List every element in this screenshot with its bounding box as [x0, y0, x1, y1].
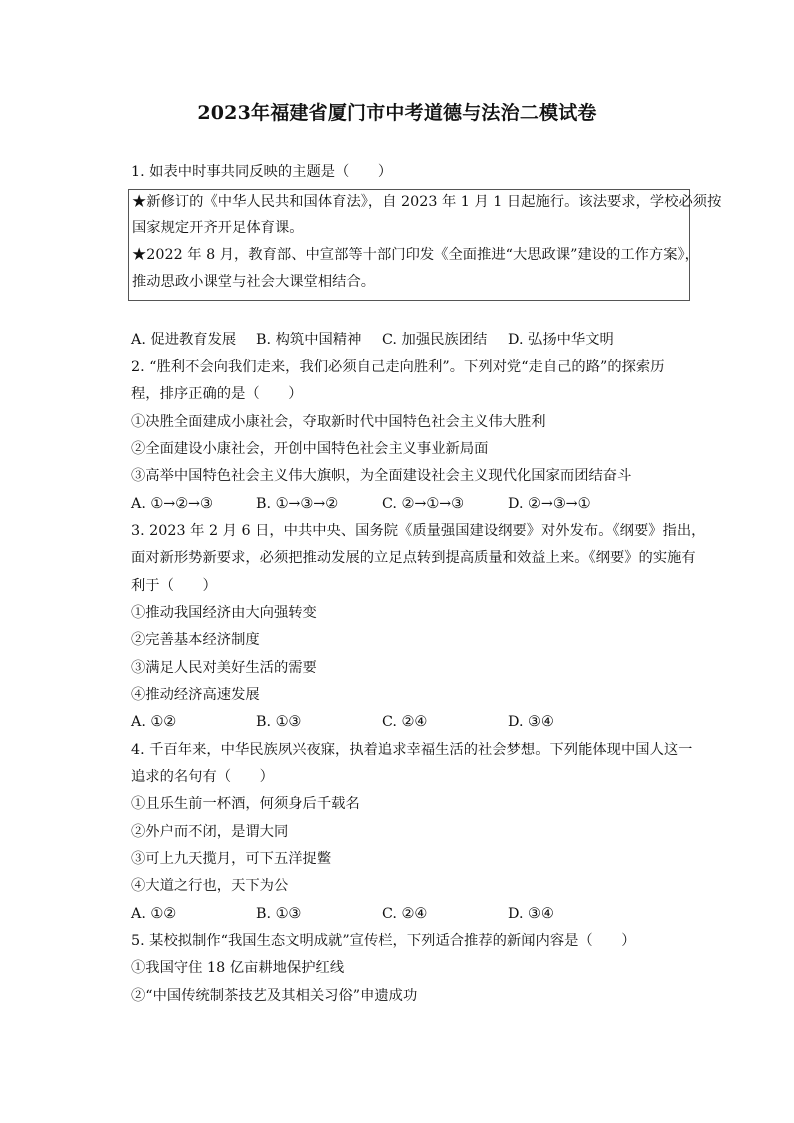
q3-option-c: C. ②④: [382, 714, 428, 730]
q3-option-d: D. ③④: [508, 714, 554, 730]
question-2-stem-line-2: 程，排序正确的是（ ）: [131, 386, 303, 402]
q2-option-a: A. ①→②→③: [131, 496, 213, 512]
q5-item-1: ①我国守住 18 亿亩耕地保护红线: [131, 960, 345, 976]
question-3-stem-line-3: 利于（ ）: [131, 578, 217, 594]
question-3-stem-line-2: 面对新形势新要求，必须把推动发展的立足点转到提高质量和效益上来。《纲要》的实施有: [131, 550, 696, 566]
question-4-stem-line-2: 追求的名句有（ ）: [131, 769, 274, 785]
q3-item-2: ②完善基本经济制度: [131, 632, 260, 648]
question-5-stem: 5. 某校拟制作“我国生态文明成就”宣传栏，下列适合推荐的新闻内容是（ ）: [131, 933, 636, 949]
q4-option-c: C. ②④: [382, 906, 428, 922]
q2-item-1: ①决胜全面建成小康社会，夺取新时代中国特色社会主义伟大胜利: [131, 414, 546, 430]
q2-item-3: ③高举中国特色社会主义伟大旗帜，为全面建设社会主义现代化国家而团结奋斗: [131, 468, 632, 484]
question-3-stem-line-1: 3. 2023 年 2 月 6 日，中共中央、国务院《质量强国建设纲要》对外发布。《纲要》指出，: [131, 523, 706, 539]
news-item-1-line-2: 国家规定开齐开足体育课。: [132, 220, 304, 236]
q1-option-b: B. 构筑中国精神: [256, 332, 362, 348]
q2-option-d: D. ②→③→①: [508, 496, 591, 512]
q2-option-c: C. ②→①→③: [382, 496, 464, 512]
q2-option-b: B. ①→③→②: [256, 496, 339, 512]
news-item-2-line-2: 推动思政小课堂与社会大课堂相结合。: [132, 274, 376, 290]
q3-item-3: ③满足人民对美好生活的需要: [131, 660, 317, 676]
question-2-stem-line-1: 2. “胜利不会向我们走来，我们必须自己走向胜利”。下列对党“走自己的路”的探索历: [131, 359, 665, 375]
q4-item-3: ③可上九天揽月，可下五洋捉鳖: [131, 851, 332, 867]
q4-item-2: ②外户而不闭，是谓大同: [131, 824, 289, 840]
page-title: 2023年福建省厦门市中考道德与法治二模试卷: [197, 102, 597, 124]
question-4-stem-line-1: 4. 千百年来，中华民族夙兴夜寐，执着追求幸福生活的社会梦想。下列能体现中国人这一: [131, 742, 693, 758]
q3-item-1: ①推动我国经济由大向强转变: [131, 605, 317, 621]
q2-item-2: ②全面建设小康社会，开创中国特色社会主义事业新局面: [131, 441, 489, 457]
q1-option-c: C. 加强民族团结: [382, 332, 488, 348]
q4-item-1: ①且乐生前一杯酒，何须身后千载名: [131, 796, 360, 812]
question-1-stem: 1. 如表中时事共同反映的主题是（ ）: [131, 164, 393, 180]
q3-option-a: A. ①②: [131, 714, 177, 730]
question-1-news-table: [128, 189, 722, 301]
q4-option-b: B. ①③: [256, 906, 302, 922]
q4-option-a: A. ①②: [131, 906, 177, 922]
news-item-2-line-1: ★2022 年 8 月，教育部、中宣部等十部门印发《全面推进“大思政课”建设的工作方案》，: [132, 247, 699, 263]
q4-item-4: ④大道之行也，天下为公: [131, 878, 289, 894]
q3-item-4: ④推动经济高速发展: [131, 687, 260, 703]
q5-item-2: ②“中国传统制茶技艺及其相关习俗”申遗成功: [131, 988, 418, 1004]
q3-option-b: B. ①③: [256, 714, 302, 730]
q1-option-a: A. 促进教育发展: [131, 332, 237, 348]
news-item-1-line-1: ★新修订的《中华人民共和国体育法》，自 2023 年 1 月 1 日起施行。该法要求，学校必须按: [132, 194, 722, 210]
q4-option-d: D. ③④: [508, 906, 554, 922]
q1-option-d: D. 弘扬中华文明: [508, 332, 614, 348]
